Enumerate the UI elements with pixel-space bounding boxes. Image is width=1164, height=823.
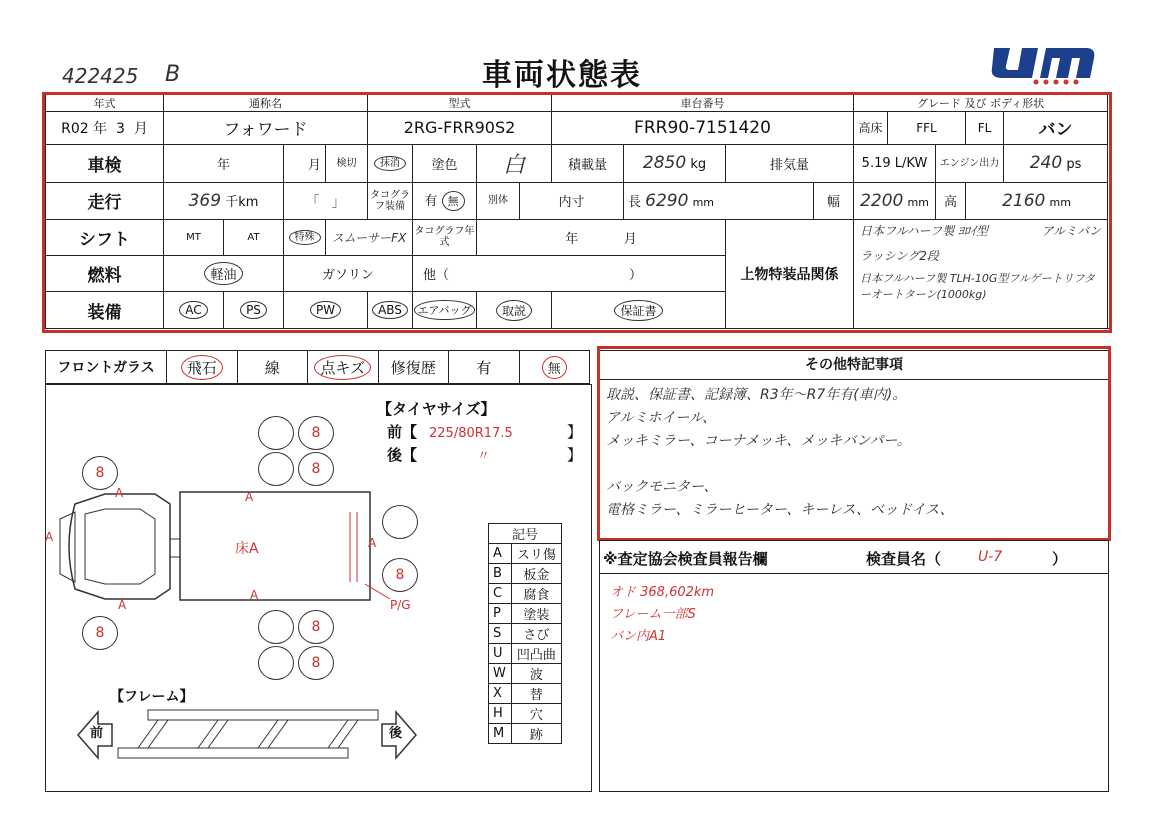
glass-spot-circle: 点キズ xyxy=(314,355,371,380)
tire-rl-4: 8 xyxy=(298,452,334,486)
fuel-other xyxy=(413,256,726,292)
mark-a3: A xyxy=(45,530,54,544)
equip-abs xyxy=(368,292,413,329)
height-label: 高 xyxy=(936,183,966,219)
tacho-label: タコグラフ装備 xyxy=(368,183,413,219)
repair-history-label: 修復歴 xyxy=(378,351,449,384)
inspector-close: ） xyxy=(1052,550,1068,568)
tire-front-close: 】 xyxy=(566,423,582,441)
length-value: 6290 xyxy=(645,190,689,211)
year-unit: 年 xyxy=(93,120,108,137)
legend-value: スリ傷 xyxy=(511,544,561,564)
tacho-year: 年 xyxy=(565,231,579,247)
tacho-no: 無 xyxy=(442,191,465,211)
notes-line xyxy=(606,453,1102,476)
tire-rl-1 xyxy=(258,416,294,450)
shift-mt: MT xyxy=(164,219,224,255)
legend-title: 記号 xyxy=(489,524,562,544)
stock-number: 422425 xyxy=(62,64,139,88)
year-value: R02 xyxy=(61,120,89,137)
hdr-grade: グレード 及び ボディ形状 xyxy=(854,95,1108,112)
width-label: 幅 xyxy=(814,183,854,219)
height-value: 2160 xyxy=(1002,190,1046,211)
tacho-month: 月 xyxy=(623,231,637,247)
load-label: 積載量 xyxy=(552,144,624,182)
fuel-diesel xyxy=(164,256,284,292)
diesel-circle: 軽油 xyxy=(204,262,242,285)
hdr-chassis: 車台番号 xyxy=(552,95,854,112)
tire-front-label: 前【 xyxy=(387,423,418,441)
glass-chip xyxy=(167,351,238,384)
repair-no-circle: 無 xyxy=(542,356,567,379)
mileage-quote xyxy=(284,183,368,219)
repair-no xyxy=(519,351,590,384)
engine-label: エンジン出力 xyxy=(936,144,1004,182)
tire-fr-outer: 8 xyxy=(82,616,118,650)
mark-pg: P/G xyxy=(390,598,411,612)
upper-line1b: アルミバン xyxy=(1041,223,1102,238)
upper-line2: ラッシング2段 xyxy=(860,248,939,263)
shift-special-value: スムーサーFX xyxy=(326,219,413,255)
mark-a2: A xyxy=(245,490,254,504)
separate-label: 別体 xyxy=(477,183,520,219)
notes-line: アルミホイール、 xyxy=(606,410,717,426)
legend-key: X xyxy=(489,684,512,704)
inspector-label: 検査員名（ xyxy=(866,550,942,568)
disp-cell xyxy=(854,144,936,182)
legend-key: A xyxy=(489,544,512,564)
frame-rear-label: 後 xyxy=(389,726,403,741)
shift-label: シフト xyxy=(46,219,164,255)
notes-line: メッキミラー、コーナメッキ、メッキバンパー。 xyxy=(606,433,911,449)
engine-unit: ps xyxy=(1066,157,1082,173)
upper-equipment xyxy=(854,219,1108,328)
inspection-year: 年 xyxy=(164,144,284,182)
frame-diagram xyxy=(72,700,422,770)
inner-label: 内寸 xyxy=(520,183,624,219)
tire-spare-2: 8 xyxy=(382,558,418,592)
frame-front-label: 前 xyxy=(90,726,104,741)
tire-spare-1 xyxy=(382,505,418,539)
shift-special xyxy=(284,219,326,255)
equip-airbag-circle: エアバッグ xyxy=(414,300,474,320)
roof-grade: FFL xyxy=(888,112,966,144)
notes-line: 取説、保証書、記録簿、R3年〜R7年有(車内)。 xyxy=(606,387,907,403)
massho xyxy=(368,144,413,182)
tire-size-title: 【タイヤサイズ】 xyxy=(377,400,496,418)
report-line: オド 368,602km xyxy=(610,585,715,600)
inspection-label: 車検 xyxy=(46,144,164,182)
hdr-model: 通称名 xyxy=(164,95,368,112)
legend-key: U xyxy=(489,644,512,664)
height-cell xyxy=(966,183,1108,219)
equip-airbag xyxy=(413,292,477,329)
glass-spot xyxy=(308,351,379,384)
quote-right: 」 xyxy=(331,195,345,211)
disp-label: 排気量 xyxy=(726,144,854,182)
tire-fl-outer: 8 xyxy=(82,456,118,490)
report-box[interactable] xyxy=(599,540,1109,792)
legend-key: W xyxy=(489,664,512,684)
month-value: 3 xyxy=(116,120,125,137)
kenkiri: 検切 xyxy=(326,144,368,182)
upper-line1-text: 日本フルハーフ製 ﾖﾛｲ型 xyxy=(860,223,988,238)
tire-rr-2: 8 xyxy=(298,610,334,644)
width-cell xyxy=(854,183,936,219)
fuel-other-close: ） xyxy=(629,268,643,284)
height-unit: mm xyxy=(1049,195,1071,209)
equip-warranty xyxy=(552,292,726,329)
legend-value: 穴 xyxy=(511,704,561,724)
color-value: 白 xyxy=(477,144,552,182)
color-label: 塗色 xyxy=(413,144,477,182)
mileage-cell xyxy=(164,183,284,219)
special-circle: 特殊 xyxy=(289,230,321,245)
legend-key: P xyxy=(489,604,512,624)
report-title: ※査定協会検査員報告欄 xyxy=(603,550,768,568)
width-value: 2200 xyxy=(860,190,904,211)
length-cell xyxy=(624,183,814,219)
upper-label: 上物特装品関係 xyxy=(726,219,854,328)
mark-a6: A xyxy=(250,588,259,602)
vehicle-info-table xyxy=(45,94,1108,329)
report-content xyxy=(600,574,1108,656)
body-type: バン xyxy=(1004,112,1108,144)
equipment-label: 装備 xyxy=(46,292,164,329)
report-header xyxy=(600,541,1108,574)
engine-cell xyxy=(1004,144,1108,182)
tire-rear-label: 後【 xyxy=(387,446,418,464)
inspection-month: 月 xyxy=(284,144,326,182)
tacho-cell xyxy=(413,183,477,219)
equip-warranty-circle: 保証書 xyxy=(614,300,662,321)
upper-line1 xyxy=(860,222,1101,239)
mileage-label: 走行 xyxy=(46,183,164,219)
equip-manual xyxy=(477,292,552,329)
legend-value: 塗装 xyxy=(511,604,561,624)
equip-ac xyxy=(164,292,224,329)
mark-a5: A xyxy=(118,598,127,612)
load-unit: kg xyxy=(690,157,707,173)
tacho-year-cell xyxy=(477,219,726,255)
length-label: 長 xyxy=(628,194,642,210)
legend-key: C xyxy=(489,584,512,604)
repair-yes: 有 xyxy=(449,351,520,384)
inspector-name: U-7 xyxy=(978,549,1003,565)
legend-key: M xyxy=(489,724,512,744)
mark-a4: A xyxy=(368,536,377,550)
legend-value: 跡 xyxy=(511,724,561,744)
company-logo xyxy=(988,38,1098,86)
tire-rear-value: 〃 xyxy=(477,449,491,464)
load-cell xyxy=(624,144,726,182)
legend-key: B xyxy=(489,564,512,584)
mileage-value: 369 xyxy=(188,190,222,211)
mark-a1: A xyxy=(115,486,124,500)
notes-line: 電格ミラー、ミラーヒーター、キーレス、ベッドイス、 xyxy=(606,502,954,518)
bed-mark: 床A xyxy=(235,541,259,557)
legend-value: 板金 xyxy=(511,564,561,584)
month-unit: 月 xyxy=(133,120,148,137)
legend-key: S xyxy=(489,624,512,644)
front-glass-table xyxy=(45,350,590,384)
equip-abs-circle: ABS xyxy=(372,301,408,319)
fuel-label: 燃料 xyxy=(46,256,164,292)
notes-content xyxy=(600,380,1108,526)
page-title: 車両状態表 xyxy=(482,58,642,93)
notes-line: バックモニター、 xyxy=(606,479,718,495)
front-glass-label: フロントガラス xyxy=(46,351,167,384)
quote-left: 「 xyxy=(306,195,320,211)
fuel-other-label: 他（ xyxy=(423,268,450,284)
tire-rr-3 xyxy=(258,646,294,680)
tire-rr-4: 8 xyxy=(298,646,334,680)
stock-suffix: B xyxy=(165,62,181,87)
equip-manual-circle: 取説 xyxy=(496,300,532,321)
legend-table xyxy=(488,523,562,744)
width-unit: mm xyxy=(907,195,929,209)
notes-box[interactable] xyxy=(599,350,1109,539)
tire-front-value: 225/80R17.5 xyxy=(429,426,513,441)
legend-value: 波 xyxy=(511,664,561,684)
legend-value: 替 xyxy=(511,684,561,704)
shift-at: AT xyxy=(224,219,284,255)
upper-line3: 日本フルハーフ製 TLH-10G型フルゲートリフターオートターン(1000kg) xyxy=(860,271,1095,301)
mileage-unit: 千km xyxy=(225,194,259,210)
report-line: バン内A1 xyxy=(610,629,667,644)
report-line: フレーム一部S xyxy=(610,607,696,622)
chassis-number: FRR90-7151420 xyxy=(552,112,854,144)
massho-circle: 抹消 xyxy=(374,156,406,171)
tire-rear-close: 】 xyxy=(566,446,582,464)
disp-unit: L/KW xyxy=(894,155,928,171)
legend-value: さび xyxy=(511,624,561,644)
tire-rl-3 xyxy=(258,452,294,486)
legend-value: 腐食 xyxy=(511,584,561,604)
load-value: 2850 xyxy=(642,153,687,174)
roof-label: 高床 xyxy=(854,112,888,144)
tacho-year-label: タコグラフ年式 xyxy=(413,219,477,255)
length-unit: mm xyxy=(692,195,714,209)
fuel-gasoline: ガソリン xyxy=(284,256,413,292)
equip-ac-circle: AC xyxy=(179,301,207,319)
glass-chip-circle: 飛石 xyxy=(181,355,223,380)
tire-rl-2: 8 xyxy=(298,416,334,450)
grade2: FL xyxy=(966,112,1004,144)
disp-value: 5.19 xyxy=(861,155,891,171)
legend-value: 凹凸曲 xyxy=(511,644,561,664)
engine-value: 240 xyxy=(1029,153,1063,174)
frame-title: 【フレーム】 xyxy=(110,689,194,705)
notes-title: その他特記事項 xyxy=(600,351,1108,380)
equip-ps-circle: PS xyxy=(240,301,267,319)
model-type: 2RG-FRR90S2 xyxy=(368,112,552,144)
equip-pw xyxy=(284,292,368,329)
glass-line: 線 xyxy=(237,351,308,384)
hdr-type: 型式 xyxy=(368,95,552,112)
model-name: フォワード xyxy=(164,112,368,144)
tire-rr-1 xyxy=(258,610,294,644)
hdr-year: 年式 xyxy=(46,95,164,112)
equip-ps xyxy=(224,292,284,329)
tacho-yes: 有 xyxy=(424,194,438,210)
equip-pw-circle: PW xyxy=(310,301,341,319)
legend-key: H xyxy=(489,704,512,724)
year-cell xyxy=(46,112,164,144)
